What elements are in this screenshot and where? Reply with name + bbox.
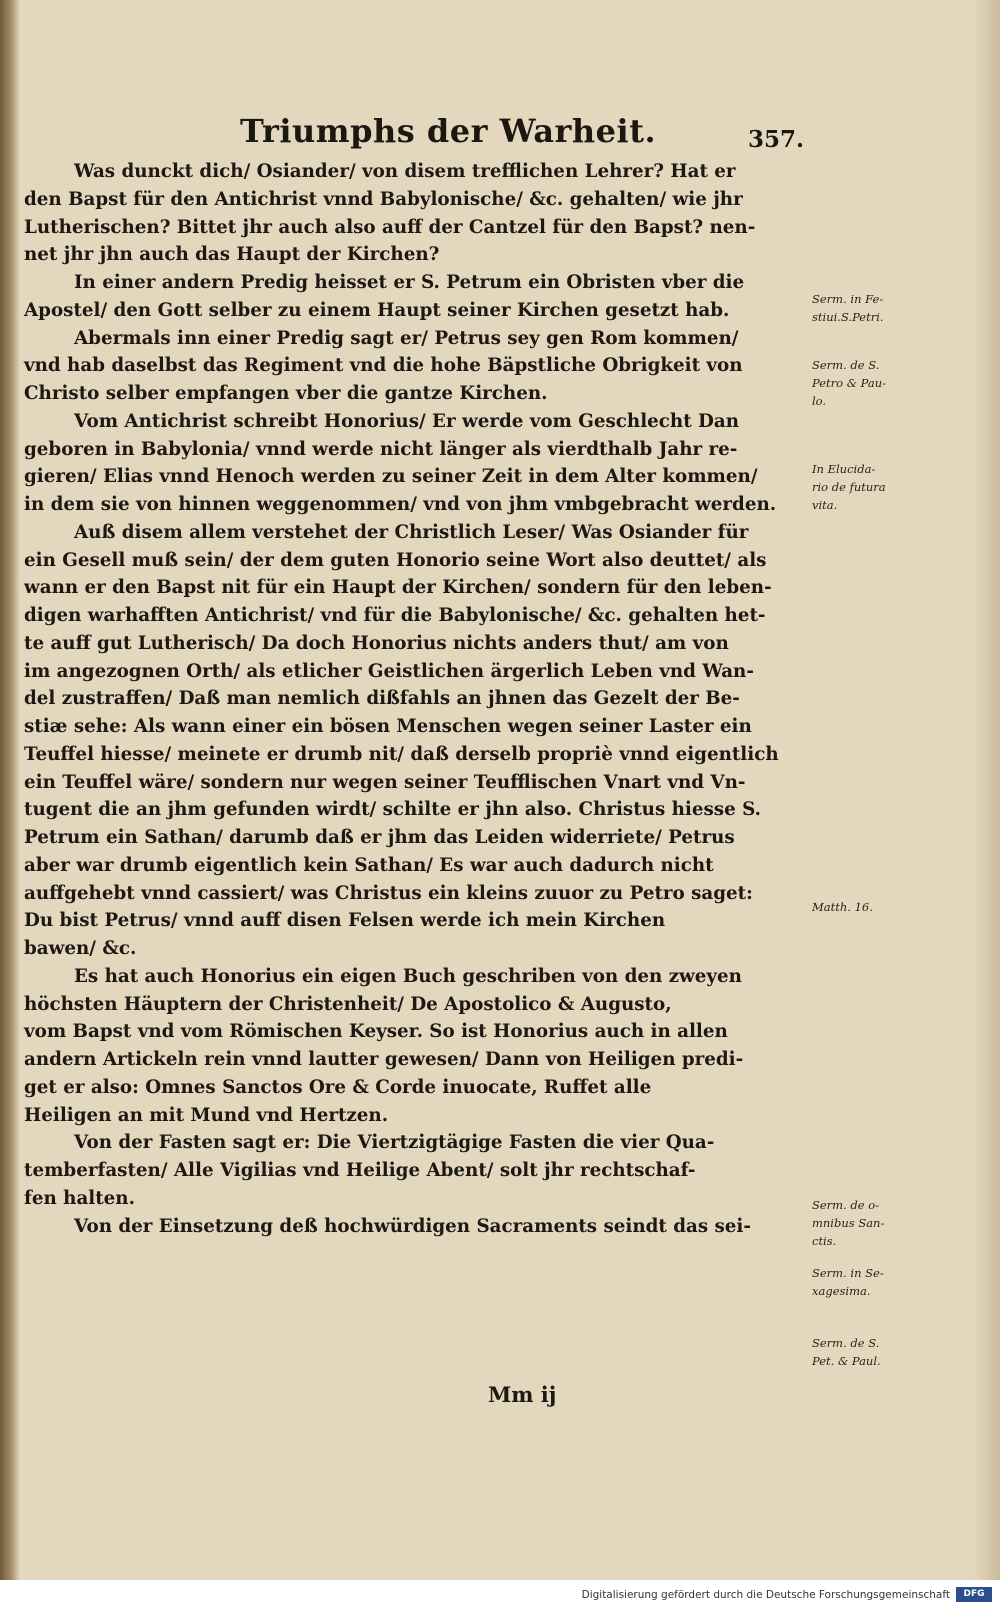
text-line: Es hat auch Honorius ein eigen Buch geschriben von den zweyen (74, 965, 742, 987)
text-line: del zustraffen/ Daß man nemlich dißfahls an jhnen das Gezelt der Be- (24, 688, 740, 710)
text-line: im angezognen Orth/ als etlicher Geistlichen ärgerlich Leben vnd Wan- (24, 660, 754, 682)
margin-note-line: vita. (812, 498, 838, 512)
text-line: ein Teuffel wäre/ sondern nur wegen seiner Teufflischen Vnart vnd Vn- (24, 771, 746, 793)
text-line: Auß disem allem verstehet der Christlich Leser/ Was Osiander für (74, 521, 749, 543)
margin-note-line: ctis. (812, 1234, 837, 1248)
text-line: Von der Einsetzung deß hochwürdigen Sacraments seindt das sei- (74, 1215, 751, 1237)
margin-note-line: Serm. in Fe- (812, 292, 884, 306)
margin-note-line: Serm. de o- (812, 1198, 880, 1212)
page-number: 357. (748, 126, 805, 153)
margin-note-line: Serm. de S. (812, 358, 880, 372)
text-line: stiæ sehe: Als wann einer ein bösen Menschen wegen seiner Laster ein (24, 716, 752, 737)
margin-note-line: xagesima. (812, 1284, 871, 1298)
text-line: ein Gesell muß sein/ der dem guten Honorio seine Wort also deuttet/ als (24, 549, 767, 571)
margin-note-line: rio de futura (812, 480, 886, 494)
text-line: Petrum ein Sathan/ darumb daß er jhm das Leiden widerriete/ Petrus (24, 827, 735, 848)
text-line: vom Bapst vnd vom Römischen Keyser. So ist Honorius auch in allen (24, 1021, 728, 1043)
book-binding-shadow (0, 0, 20, 1580)
margin-note-line: Petro & Pau- (812, 376, 886, 390)
margin-note (812, 1264, 884, 1300)
text-line: Abermals inn einer Predig sagt er/ Petrus sey gen Rom kommen/ (74, 327, 739, 349)
margin-note (812, 898, 873, 916)
text-line: gieren/ Elias vnnd Henoch werden zu seiner Zeit in dem Alter kommen/ (24, 466, 758, 488)
text-line: Vom Antichrist schreibt Honorius/ Er werde vom Geschlecht Dan (74, 410, 740, 432)
page-edge (974, 0, 1000, 1580)
text-line: auffgehebt vnnd cassiert/ was Christus ein kleins zuuor zu Petro saget: (24, 882, 753, 904)
margin-note-line: lo. (812, 394, 827, 408)
text-line: Christo selber empfangen vber die gantze Kirchen. (24, 383, 548, 404)
text-line: Apostel/ den Gott selber zu einem Haupt seiner Kirchen gesetzt hab. (24, 299, 730, 321)
margin-note-line: In Elucida- (812, 462, 876, 476)
signature-mark: Mm ij (488, 1382, 557, 1407)
margin-note (812, 460, 886, 514)
margin-note (812, 1196, 884, 1250)
dfg-logo: DFG (956, 1587, 992, 1602)
margin-note-line: Pet. & Paul. (812, 1354, 881, 1368)
text-line: Du bist Petrus/ vnnd auff disen Felsen werde ich mein Kirchen (24, 910, 666, 932)
text-line: te auff gut Lutherisch/ Da doch Honorius nichts anders thut/ am von (24, 632, 729, 654)
text-line: vnd hab daselbst das Regiment vnd die hohe Bäpstliche Obrigkeit von (24, 355, 743, 377)
text-line: tugent die an jhm gefunden wirdt/ schilte er jhn also. Christus hiesse S. (24, 799, 761, 821)
text-line: net jhr jhn auch das Haupt der Kirchen? (24, 244, 440, 266)
margin-note (812, 290, 884, 326)
funding-credit: Digitalisierung gefördert durch die Deutsche Forschungsgemeinschaft (581, 1589, 950, 1601)
margin-note-line: Matth. 16. (812, 900, 873, 914)
margin-note-line: Serm. in Se- (812, 1266, 884, 1280)
margin-note (812, 356, 886, 410)
text-line: Teuffel hiesse/ meinete er drumb nit/ daß derselb propriè vnnd eigentlich (24, 743, 779, 765)
text-line: digen warhafften Antichrist/ vnd für die Babylonische/ &c. gehalten het- (24, 605, 766, 626)
footer-bar (0, 1580, 1000, 1610)
text-line: andern Artickeln rein vnnd lautter gewesen/ Dann von Heiligen predi- (24, 1049, 744, 1070)
body-text (24, 158, 810, 1240)
running-title: Triumphs der Warheit. (240, 112, 657, 150)
text-line: in dem sie von hinnen weggenommen/ vnd von jhm vmbgebracht werden. (24, 494, 777, 515)
text-line: fen halten. (24, 1187, 135, 1209)
text-line: aber war drumb eigentlich kein Sathan/ Es war auch dadurch nicht (24, 854, 714, 876)
page-header (0, 112, 1000, 156)
text-line: Heiligen an mit Mund vnd Hertzen. (24, 1104, 389, 1126)
text-line: Lutherischen? Bittet jhr auch also auff der Cantzel für den Bapst? nen- (24, 216, 756, 238)
text-line: temberfasten/ Alle Vigilias vnd Heilige Abent/ solt jhr rechtschaf- (24, 1160, 696, 1181)
text-line: get er also: Omnes Sanctos Ore & Corde inuocate, Ruffet alle (24, 1076, 652, 1098)
text-line: den Bapst für den Antichrist vnnd Babylonische/ &c. gehalten/ wie jhr (24, 188, 743, 210)
text-line: höchsten Häuptern der Christenheit/ De Apostolico & Augusto, (24, 993, 672, 1015)
margin-note-line: Serm. de S. (812, 1336, 880, 1350)
margin-note-line: mnibus San- (812, 1216, 885, 1230)
text-line: Von der Fasten sagt er: Die Viertzigtägige Fasten die vier Qua- (74, 1132, 715, 1154)
text-line: In einer andern Predig heisset er S. Petrum ein Obristen vber die (74, 272, 745, 293)
text-line: wann er den Bapst nit für ein Haupt der Kirchen/ sondern für den leben- (24, 577, 772, 599)
margin-note-line: stiui.S.Petri. (812, 310, 884, 324)
text-line: Was dunckt dich/ Osiander/ von disem trefflichen Lehrer? Hat er (74, 161, 736, 182)
margin-note (812, 1334, 881, 1370)
text-line: geboren in Babylonia/ vnnd werde nicht länger als vierdthalb Jahr re- (24, 438, 738, 460)
text-line: bawen/ &c. (24, 938, 137, 959)
